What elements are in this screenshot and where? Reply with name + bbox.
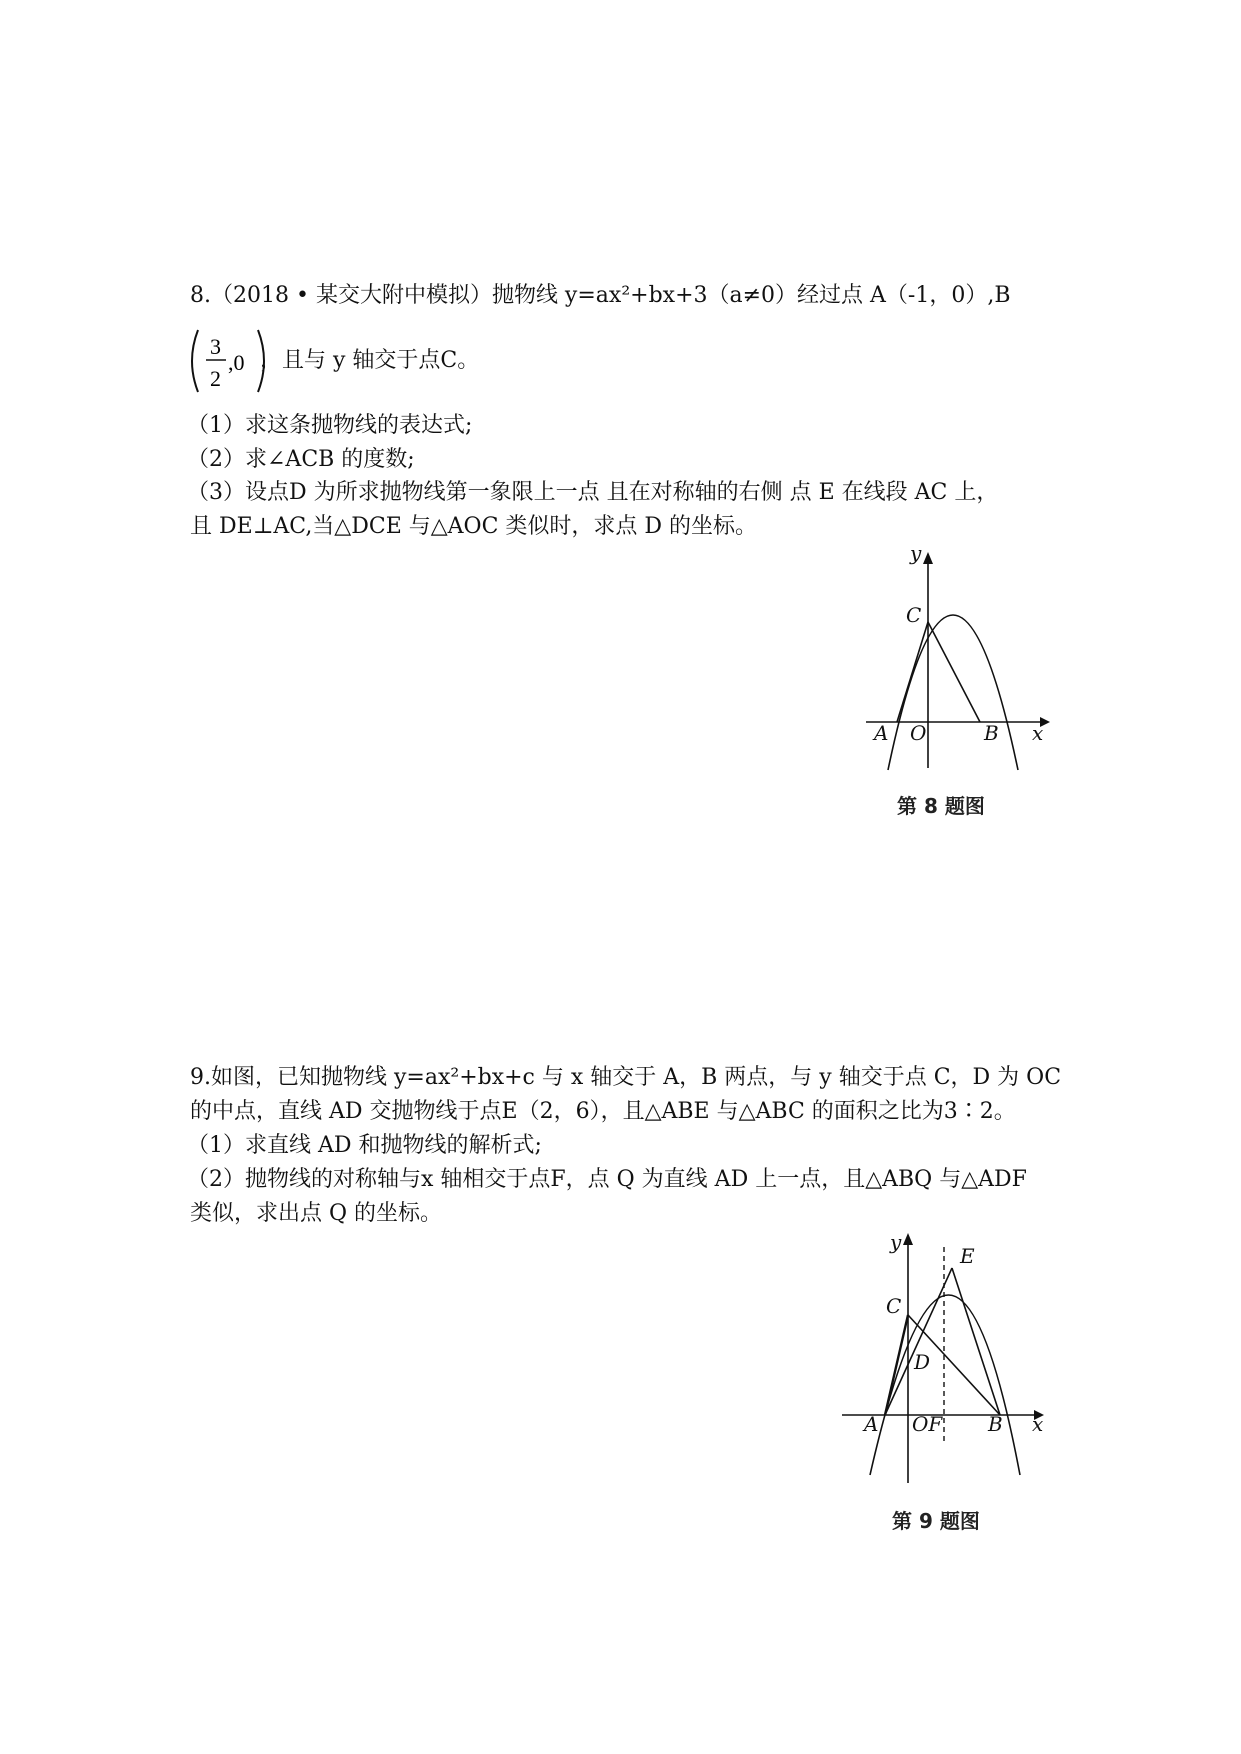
problem9-question2b: 类似，求出点 Q 的坐标。 <box>190 1201 443 1226</box>
fraction-denominator: 2 <box>210 366 221 391</box>
problem9-line1: 9.如图，已知抛物线 y=ax²+bx+c 与 x 轴交于 A，B 两点，与 y 轴交于点 C，D 为 OC <box>190 1065 1062 1090</box>
fig9-label-d: D <box>914 1350 931 1374</box>
problem9-question2a: （2）抛物线的对称轴与x 轴相交于点F，点 Q 为直线 AD 上一点，且△ABQ 与△ADF <box>187 1167 1027 1192</box>
problem8-line2-rest: ，且与 y 轴交于点C。 <box>260 348 480 373</box>
fig8-label-y: y <box>910 541 922 565</box>
figure-8 <box>858 540 1058 775</box>
fig8-label-b: B <box>984 721 999 745</box>
figure-9 <box>840 1225 1050 1490</box>
fraction-numerator: 3 <box>210 334 221 359</box>
problem8-question1: （1）求这条抛物线的表达式; <box>187 413 473 438</box>
fig8-label-o: O <box>910 721 927 745</box>
problem8-question2: （2）求∠ACB 的度数; <box>187 447 415 472</box>
problem8-question3b: 且 DE⊥AC,当△DCE 与△AOC 类似时，求点 D 的坐标。 <box>190 514 758 539</box>
fig8-label-a: A <box>874 721 889 745</box>
figure-8-caption: 第 8 题图 <box>897 794 985 818</box>
fig9-label-b: B <box>988 1412 1003 1436</box>
fig9-label-y: y <box>890 1230 902 1254</box>
problem9-line2: 的中点，直线 AD 交抛物线于点E（2，6），且△ABE 与△ABC 的面积之比为3∶2。 <box>190 1099 1016 1124</box>
fig8-label-c: C <box>906 603 922 627</box>
fig8-label-x: x <box>1032 721 1044 745</box>
fig9-label-c: C <box>886 1294 902 1318</box>
figure-9-caption: 第 9 题图 <box>892 1509 980 1533</box>
fig9-label-x: x <box>1032 1412 1044 1436</box>
problem9-question1: （1）求直线 AD 和抛物线的解析式; <box>187 1133 542 1158</box>
fig9-label-a: A <box>864 1412 879 1436</box>
fraction-tail: ,0 <box>228 350 245 375</box>
fig9-label-of: OF <box>912 1412 943 1436</box>
fig9-label-e: E <box>960 1244 975 1268</box>
problem8-question3a: （3）设点D 为所求抛物线第一象限上一点 且在对称轴的右侧 点 E 在线段 AC 上， <box>187 480 999 505</box>
problem8-line1: 8.（2018 • 某交大附中模拟）抛物线 y=ax²+bx+3（a≠0）经过点 A（-1，0）,B <box>190 283 1011 308</box>
